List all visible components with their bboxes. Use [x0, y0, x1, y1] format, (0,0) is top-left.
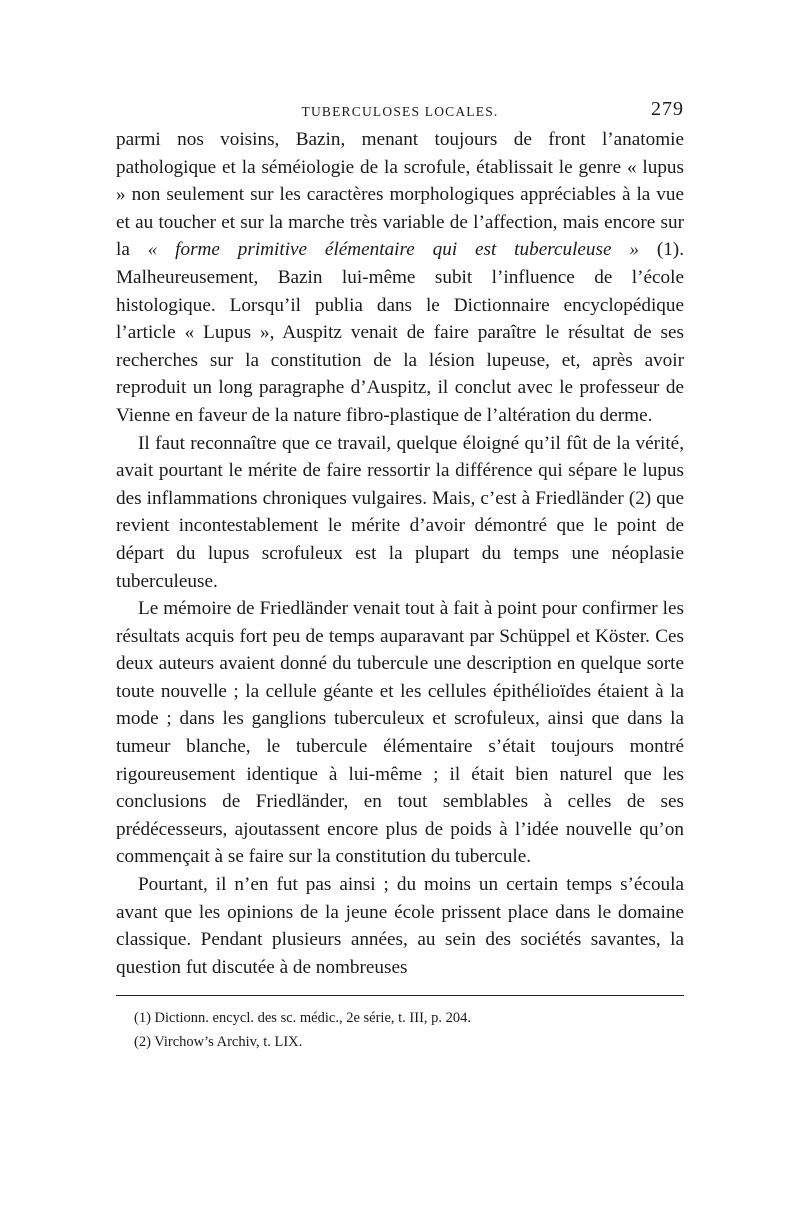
- paragraph-1: [116, 126, 684, 430]
- paragraph-4: Pourtant, il n’en fut pas ainsi ; du moins un certain temps s’écoula avant que les opinions de la jeune école prissent place dans le domaine classique. Pendant plusieurs années, au sein des sociétés savantes, la question fut discutée à de nombreuses: [116, 874, 684, 978]
- paragraph-3: Le mémoire de Friedländer venait tout à fait à point pour confirmer les résultats acquis fort peu de temps auparavant par Schüppel et Köster. Ces deux auteurs avaient donné du tubercule une description en quelque sorte toute nouvelle ; la cellule géante et les cellules épithélioïdes étaient à la mode ; dans les ganglions tuberculeux et scrofuleux, ainsi que dans la tumeur blanche, le tubercule élémentaire s’était toujours montré rigoureusement identique à lui-même ; il était bien naturel que les conclusions de Friedländer, en tout semblables à celles de ses prédécesseurs, ajoutassent encore plus de poids à l’idée nouvelle qu’on commençait à se faire sur la constitution du tubercule.: [116, 598, 684, 868]
- book-page: [116, 96, 684, 1054]
- running-title: TUBERCULOSES LOCALES.: [301, 104, 499, 119]
- footnote-rule: [116, 995, 684, 996]
- footnotes: [116, 1006, 684, 1054]
- paragraph-2: Il faut reconnaître que ce travail, quelque éloigné qu’il fût de la vérité, avait pourtant le mérite de faire ressortir la différence qui sépare le lupus des inflammations chroniques vulgaires. Mais, c’est à Friedländer (2) que revient incontestablement le mérite d’avoir démontré que le point de départ du lupus scrofuleux est la plupart du temps une néoplasie tuberculeuse.: [116, 432, 684, 592]
- paragraph-1-text-b: (1). Malheureusement, Bazin lui-même subit l’influence de l’école histologique. Lorsqu’il publia dans le Dictionnaire encyclopédique l’article « Lupus », Auspitz venait de faire paraître le résultat de ses recherches sur la constitution de la lésion lupeuse, et, après avoir reproduit un long paragraphe d’Auspitz, il conclut avec le professeur de Vienne en faveur de la nature fibro-plastique de l’altération du derme.: [116, 239, 684, 426]
- paragraph-1-italic-quote: « forme primitive élémentaire qui est tuberculeuse »: [147, 239, 639, 261]
- page-header: [116, 96, 684, 126]
- paragraph-1-text-a: parmi nos voisins, Bazin, menant toujours de front l’anatomie pathologique et la séméiologie de la scrofule, établissait le genre « lupus » non seulement sur les caractères morphologiques appréciables à la vue et au toucher et sur la marche très variable de l’affection, mais encore sur la: [116, 129, 684, 261]
- footnote-1: (1) Dictionn. encycl. des sc. médic., 2e série, t. III, p. 204.: [134, 1010, 472, 1027]
- body-text: [116, 126, 684, 981]
- page-number: 279: [651, 98, 684, 120]
- footnote-2: (2) Virchow’s Archiv, t. LIX.: [134, 1034, 303, 1051]
